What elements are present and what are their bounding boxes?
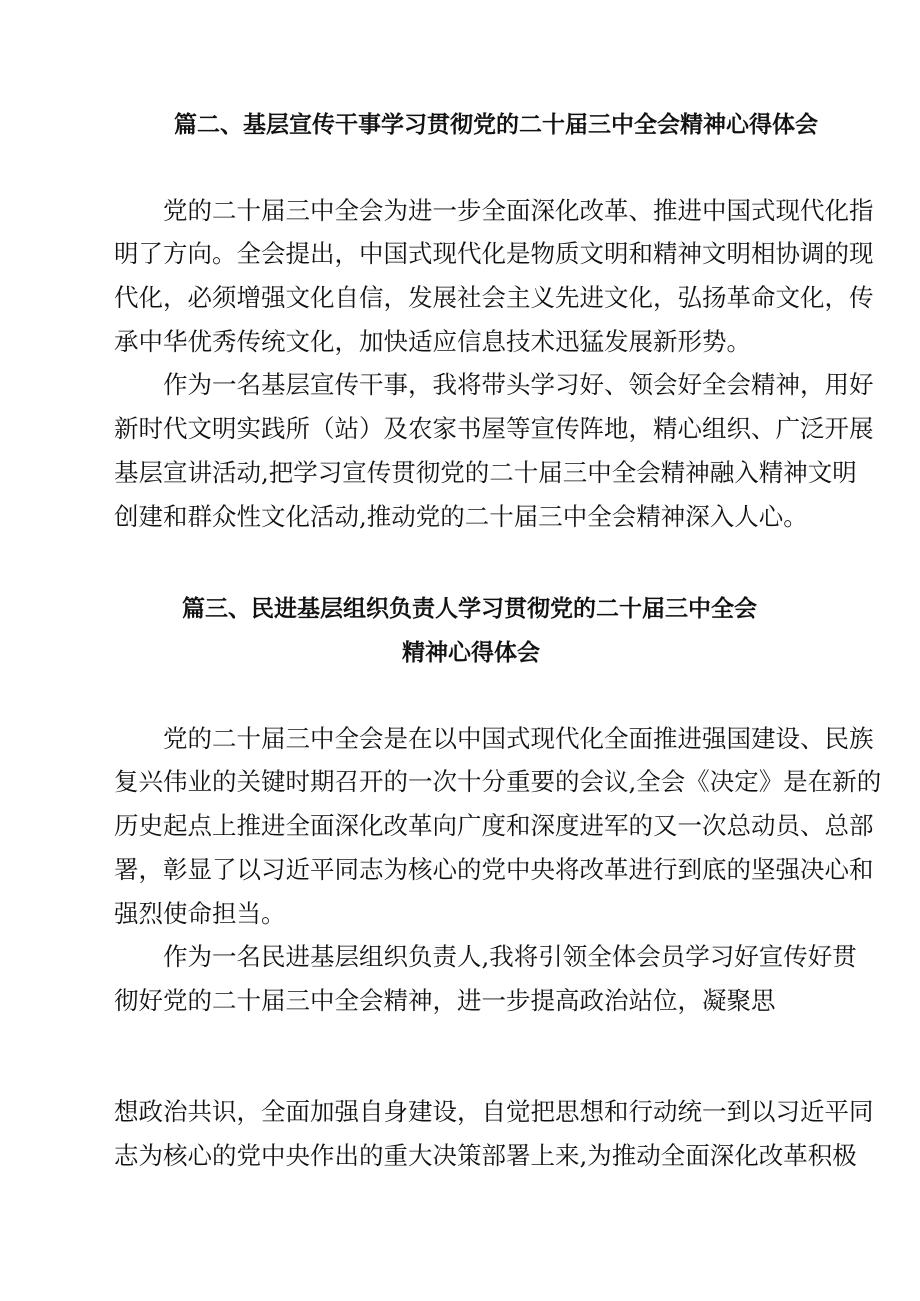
paragraph-line: 新时代文明实践所（站）及农家书屋等宣传阵地，精心组织、广泛开展 bbox=[114, 414, 874, 443]
section-3-title: 篇三、民进基层组织负责人学习贯彻党的二十届三中全会 bbox=[182, 596, 757, 622]
paragraph-line: 作为一名基层宣传干事，我将带头学习好、领会好全会精神，用好 bbox=[163, 370, 874, 399]
section-2-title: 篇二、基层宣传干事学习贯彻党的二十届三中全会精神心得体会 bbox=[174, 112, 818, 138]
paragraph-line: 历史起点上推进全面深化改革向广度和深度进军的又一次总动员、总部 bbox=[114, 811, 874, 840]
section-3-title-continued: 精神心得体会 bbox=[402, 640, 540, 666]
paragraph-line: 作为一名民进基层组织负责人,我将引领全体会员学习好宣传好贯 bbox=[163, 942, 857, 971]
paragraph-line: 创建和群众性文化活动,推动党的二十届三中全会精神深入人心。 bbox=[114, 502, 808, 531]
paragraph-line: 彻好党的二十届三中全会精神，进一步提高政治站位，凝聚思 bbox=[114, 986, 776, 1015]
paragraph-line: 署，彰显了以习近平同志为核心的党中央将改革进行到底的坚强决心和 bbox=[114, 855, 874, 884]
paragraph-line: 志为核心的党中央作出的重大决策部署上来,为推动全面深化改革积极 bbox=[114, 1141, 857, 1170]
paragraph-line: 党的二十届三中全会为进一步全面深化改革、推进中国式现代化指 bbox=[163, 196, 874, 225]
paragraph-line: 党的二十届三中全会是在以中国式现代化全面推进强国建设、民族 bbox=[163, 724, 874, 753]
paragraph-line: 代化，必须增强文化自信，发展社会主义先进文化，弘扬革命文化，传 bbox=[114, 283, 874, 312]
paragraph-line: 复兴伟业的关键时期召开的一次十分重要的会议,全会《决定》是在新的 bbox=[114, 767, 882, 796]
paragraph-line: 想政治共识，全面加强自身建设，自觉把思想和行动统一到以习近平同 bbox=[114, 1097, 874, 1126]
paragraph-line: 基层宣讲活动,把学习宣传贯彻党的二十届三中全会精神融入精神文明 bbox=[114, 458, 857, 487]
paragraph-line: 强烈使命担当。 bbox=[114, 899, 286, 928]
paragraph-line: 明了方向。全会提出，中国式现代化是物质文明和精神文明相协调的现 bbox=[114, 239, 874, 268]
paragraph-line: 承中华优秀传统文化，加快适应信息技术迅猛发展新形势。 bbox=[114, 327, 751, 356]
